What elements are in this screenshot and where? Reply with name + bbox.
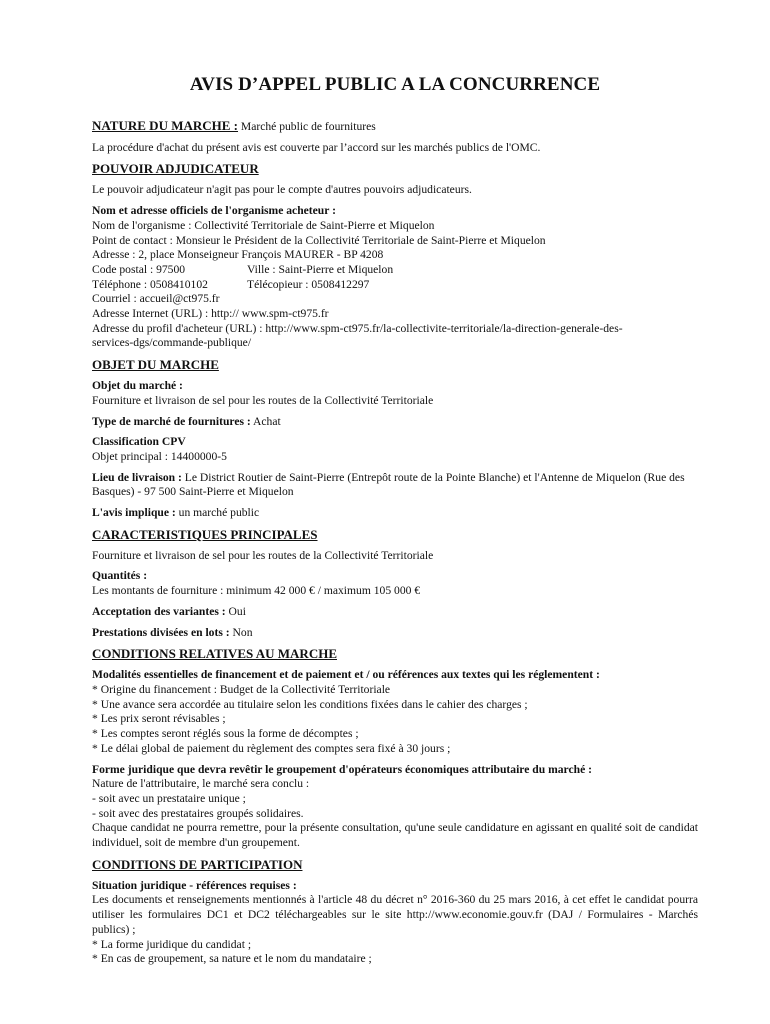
quantites-value: Les montants de fourniture : minimum 42 000 € / maximum 105 000 € — [92, 584, 421, 598]
avis-label: L'avis implique : — [92, 506, 176, 520]
modalites-item: * Les prix seront révisables ; — [92, 712, 226, 726]
avis-value: un marché public — [175, 506, 260, 520]
objet-heading: OBJET DU MARCHE — [92, 357, 219, 373]
lots — [92, 626, 698, 641]
telephone: Téléphone : 0508410102 — [92, 277, 208, 291]
avis-implique — [92, 506, 698, 521]
caracteristiques-heading: CARACTERISTIQUES PRINCIPALES — [92, 526, 318, 542]
situation-text: Les documents et renseignements mentionnés à l'article 48 du décret n° 2016-360 du 25 mars 2016, à cet effet le candidat pourra utiliser les formulaires DC1 et DC2 téléchargeables sur le site http://www.economie.gouv.fr (DAJ / Formulaires - Marchés publics) ; — [92, 893, 698, 936]
modalites-item: * Origine du financement : Budget de la Collectivité Territoriale — [92, 682, 391, 696]
organisme-nom: Nom de l'organisme : Collectivité Territoriale de Saint-Pierre et Miquelon — [92, 218, 435, 232]
variantes-label: Acceptation des variantes : — [92, 604, 226, 618]
document-body — [92, 118, 698, 967]
telecopieur: Télécopieur : 0508412297 — [247, 277, 370, 291]
cpv-label: Classification CPV — [92, 435, 186, 449]
quantites-label: Quantités : — [92, 569, 148, 583]
forme-line: - soit avec des prestataires groupés solidaires. — [92, 806, 304, 820]
forme-line: - soit avec un prestataire unique ; — [92, 791, 246, 805]
conditions-marche-heading: CONDITIONS RELATIVES AU MARCHE — [92, 646, 337, 662]
type-label: Type de marché de fournitures : — [92, 414, 251, 428]
objet-value: Fourniture et livraison de sel pour les routes de la Collectivité Territoriale — [92, 393, 434, 407]
lots-value: Non — [229, 625, 253, 639]
code-postal: Code postal : 97500 — [92, 262, 186, 276]
nature-note: La procédure d'achat du présent avis est couverte par l’accord sur les marchés publics de l'OMC. — [92, 140, 541, 154]
cpv-value: Objet principal : 14400000-5 — [92, 449, 227, 463]
situation-label: Situation juridique - références requises : — [92, 878, 297, 892]
profil-acheteur-line2: services-dgs/commande-publique/ — [92, 336, 252, 350]
modalites-label: Modalités essentielles de financement et de paiement et / ou références aux textes qui les réglementent : — [92, 668, 600, 682]
pouvoir-heading: POUVOIR ADJUDICATEUR — [92, 161, 259, 177]
phone-fax-row — [92, 278, 698, 293]
modalites-item: * Les comptes seront réglés sous la forme de décomptes ; — [92, 727, 359, 741]
code-ville-row — [92, 263, 698, 278]
nature-heading: NATURE DU MARCHE : — [92, 118, 239, 133]
profil-acheteur-line1: Adresse du profil d'acheteur (URL) : http://www.spm-ct975.fr/la-collectivite-territoriale/la-direction-generale-des- — [92, 321, 623, 335]
lieu-value: Le District Routier de Saint-Pierre (Entrepôt route de la Pointe Blanche) et l'Antenne de Miquelon (Rue des Basques) - 97 500 Saint-Pierre et Miquelon — [92, 470, 685, 499]
modalites-item: * Une avance sera accordée au titulaire selon les conditions fixées dans le cahier des charges ; — [92, 697, 528, 711]
lots-label: Prestations divisées en lots : — [92, 625, 230, 639]
participation-heading: CONDITIONS DE PARTICIPATION — [92, 856, 303, 872]
participation-item: * La forme juridique du candidat ; — [92, 937, 252, 951]
pouvoir-text: Le pouvoir adjudicateur n'agit pas pour le compte d'autres pouvoirs adjudicateurs. — [92, 183, 472, 197]
variantes — [92, 605, 698, 620]
adresse-url: Adresse Internet (URL) : http:// www.spm-ct975.fr — [92, 307, 329, 321]
ville: Ville : Saint-Pierre et Miquelon — [247, 262, 394, 276]
organisme-subheading: Nom et adresse officiels de l'organisme acheteur : — [92, 204, 336, 218]
candidat-text: Chaque candidat ne pourra remettre, pour la présente consultation, qu'une seule candidature en agissant en qualité soit de candidat individuel, soit de membre d'un groupement. — [92, 821, 698, 850]
type-value: Achat — [250, 414, 281, 428]
nature-section — [92, 118, 698, 135]
participation-item: * En cas de groupement, sa nature et le nom du mandataire ; — [92, 952, 372, 966]
caracteristiques-text: Fourniture et livraison de sel pour les routes de la Collectivité Territoriale — [92, 548, 434, 562]
lieu-label: Lieu de livraison : — [92, 470, 182, 484]
document-title: AVIS D’APPEL PUBLIC A LA CONCURRENCE — [189, 74, 601, 95]
forme-juridique-label: Forme juridique que devra revêtir le groupement d'opérateurs économiques attributaire du marché : — [92, 762, 592, 776]
modalites-item: * Le délai global de paiement du règlement des comptes sera fixé à 30 jours ; — [92, 741, 451, 755]
nature-value: Marché public de fournitures — [238, 120, 376, 133]
courriel: Courriel : accueil@ct975.fr — [92, 292, 220, 306]
variantes-value: Oui — [225, 604, 246, 618]
objet-label: Objet du marché : — [92, 379, 183, 393]
type-marche — [92, 415, 698, 430]
organisme-contact: Point de contact : Monsieur le Président de la Collectivité Territoriale de Saint-Pierre et Miquelon — [92, 233, 546, 247]
lieu-livraison — [92, 471, 698, 500]
organisme-adresse: Adresse : 2, place Monseigneur François MAURER - BP 4208 — [92, 248, 384, 262]
forme-line: Nature de l'attributaire, le marché sera conclu : — [92, 777, 310, 791]
